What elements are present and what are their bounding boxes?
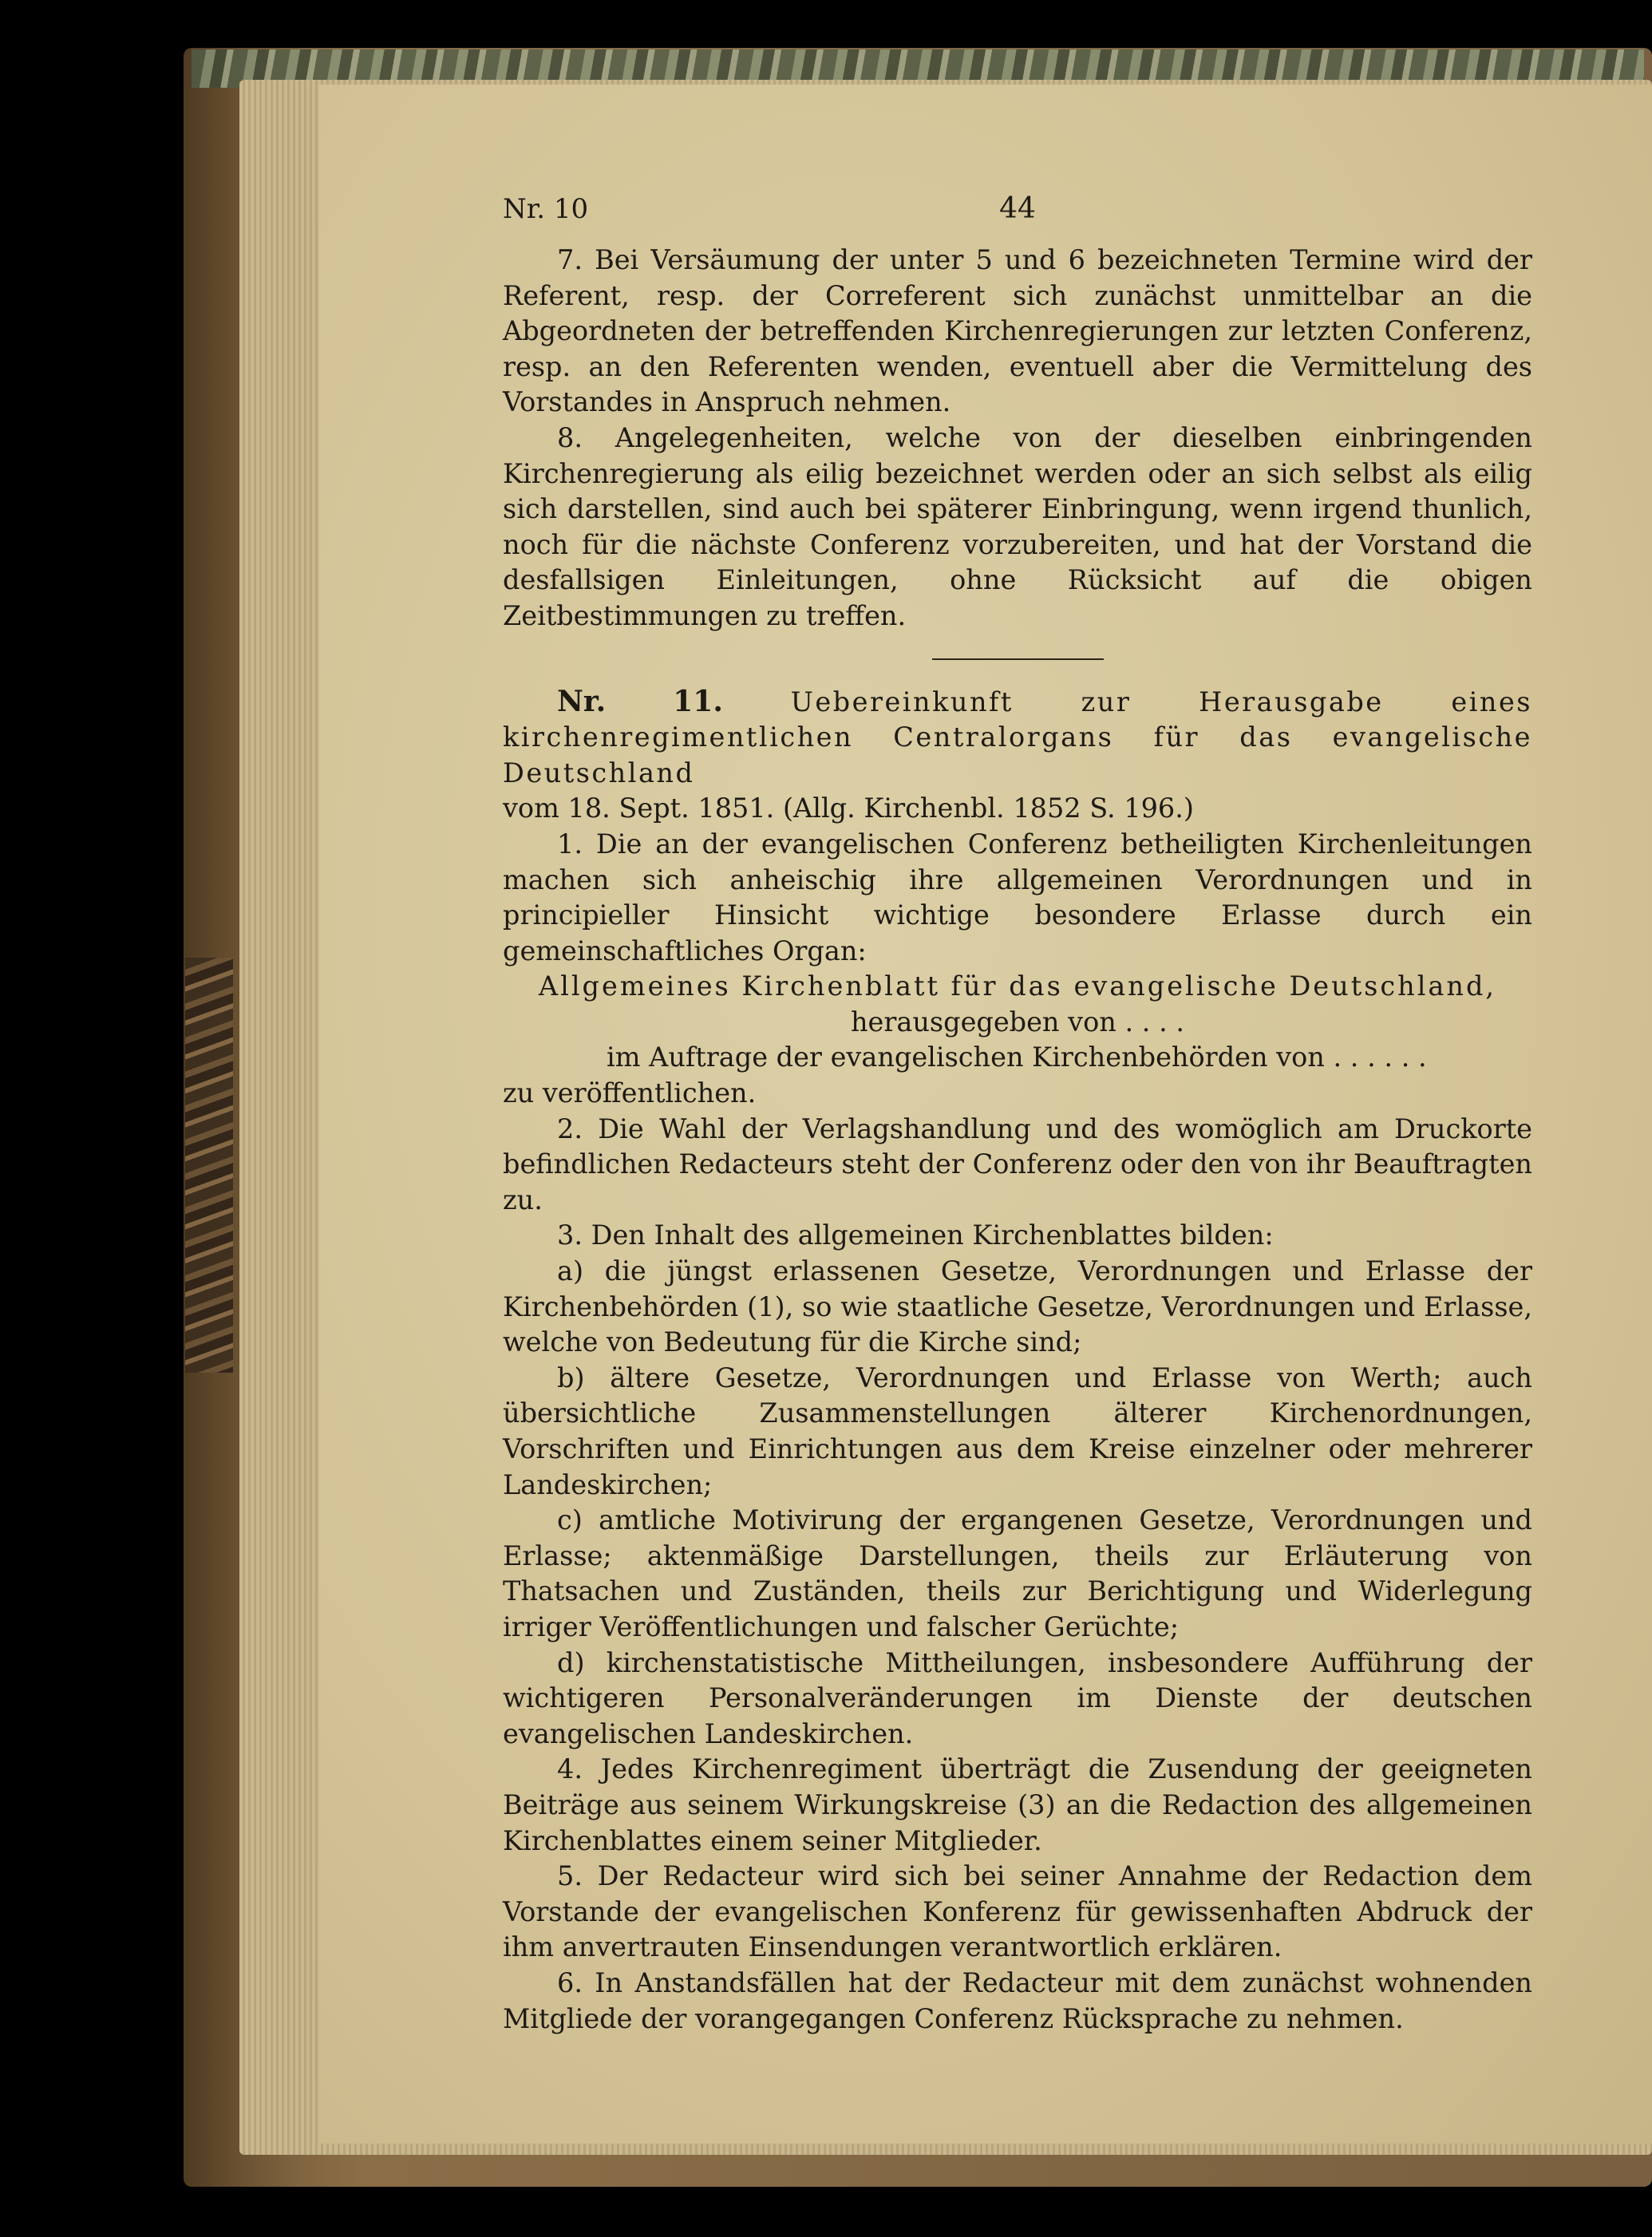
paragraph-4: 4. Jedes Kirchenregiment überträgt die Zusendung der geeigneten Beiträge aus seinem Wirkungskreise (3) an die Redaction des allgemeinen Kirchenblattes einem seiner Mitglieder.	[503, 1753, 1532, 1856]
paragraph-5: 5. Der Redacteur wird sich bei seiner Annahme der Redaction dem Vorstande der evangelischen Konferenz für gewissenhaften Abdruck der ihm anvertrauten Einsendungen verantwortlich erklären.	[503, 1860, 1532, 1963]
page-text	[503, 192, 1532, 2037]
paragraph-3d: d) kirchenstatistische Mittheilungen, insbesondere Aufführung der wichtigeren Personalveränderungen im Dienste der deutschen evangelischen Landeskirchen.	[503, 1646, 1532, 1749]
marbled-cover-edge	[185, 958, 233, 1373]
paragraph-7: 7. Bei Versäumung der unter 5 und 6 bezeichneten Termine wird der Referent, resp. der Correferent sich zunächst unmittelbar an die Abgeordneten der betreffenden Kirchenregierungen zur letzten Conferenz, resp. an den Referenten wenden, eventuell aber die Vermittelung des Vorstandes in Anspruch nehmen.	[503, 244, 1532, 418]
paragraph-1: 1. Die an der evangelischen Conferenz betheiligten Kirchenleitungen machen sich anheischig ihre allgemeinen Verordnungen und in principieller Hinsicht wichtige besondere Erlasse durch ein gemeinschaftliches Organ:	[503, 828, 1532, 966]
section-heading	[503, 684, 1532, 792]
page-number: 44	[999, 192, 1036, 225]
running-header	[503, 192, 1532, 236]
paragraph-3b: b) ältere Gesetze, Verordnungen und Erlasse von Werth; auch übersichtliche Zusammenstellungen älterer Kirchenordnungen, Vorschriften und Einrichtungen aus dem Kreise einzelner oder mehrerer Landeskirchen;	[503, 1362, 1532, 1500]
paragraph-6: 6. In Anstandsfällen hat der Redacteur mit dem zunächst wohnenden Mitgliede der vorangegangen Conferenz Rücksprache zu nehmen.	[503, 1966, 1532, 2034]
section-date-line: vom 18. Sept. 1851. (Allg. Kirchenbl. 1852 S. 196.)	[503, 792, 1194, 824]
paragraph-3: 3. Den Inhalt des allgemeinen Kirchenblattes bilden:	[557, 1219, 1274, 1251]
journal-authority-line: im Auftrage der evangelischen Kirchenbehörden von . . . . . .	[607, 1041, 1427, 1073]
paragraph-3a: a) die jüngst erlassenen Gesetze, Verordnungen und Erlasse der Kirchenbehörden (1), so wie staatliche Gesetze, Verordnungen und Erlasse, welche von Bedeutung für die Kirche sind;	[503, 1255, 1532, 1358]
section-indicator: Nr. 10	[503, 193, 589, 225]
journal-editor-line: herausgegeben von . . . .	[850, 1006, 1185, 1037]
paragraph-8: 8. Angelegenheiten, welche von der dieselben einbringenden Kirchenregierung als eilig bezeichnet werden oder an sich selbst als eilig sich darstellen, sind auch bei späterer Einbringung, wenn irgend thunlich, noch für die nächste Conferenz vorzubereiten, und hat der Vorstand die desfallsigen Einleitungen, ohne Rücksicht auf die obigen Zeitbestimmungen zu treffen.	[503, 421, 1532, 631]
journal-title: Allgemeines Kirchenblatt für das evangelische Deutschland,	[538, 970, 1497, 1002]
section-title: Uebereinkunft zur Herausgabe eines kirchenregimentlichen Centralorgans für das evangelische Deutschland	[503, 686, 1532, 788]
paragraph-1-end: zu veröffentlichen.	[503, 1077, 757, 1109]
section-divider	[932, 658, 1104, 660]
paragraph-3c: c) amtliche Motivirung der ergangenen Gesetze, Verordnungen und Erlasse; aktenmäßige Darstellungen, theils zur Erläuterung von Thatsachen und Zuständen, theils zur Berichtigung und Widerlegung irriger Veröffentlichungen und falscher Gerüchte;	[503, 1504, 1532, 1642]
section-number: Nr. 11.	[557, 684, 723, 718]
paragraph-2: 2. Die Wahl der Verlagshandlung und des womöglich am Druckorte befindlichen Redacteurs steht der Conferenz oder den von ihr Beauftragten zu.	[503, 1113, 1532, 1215]
